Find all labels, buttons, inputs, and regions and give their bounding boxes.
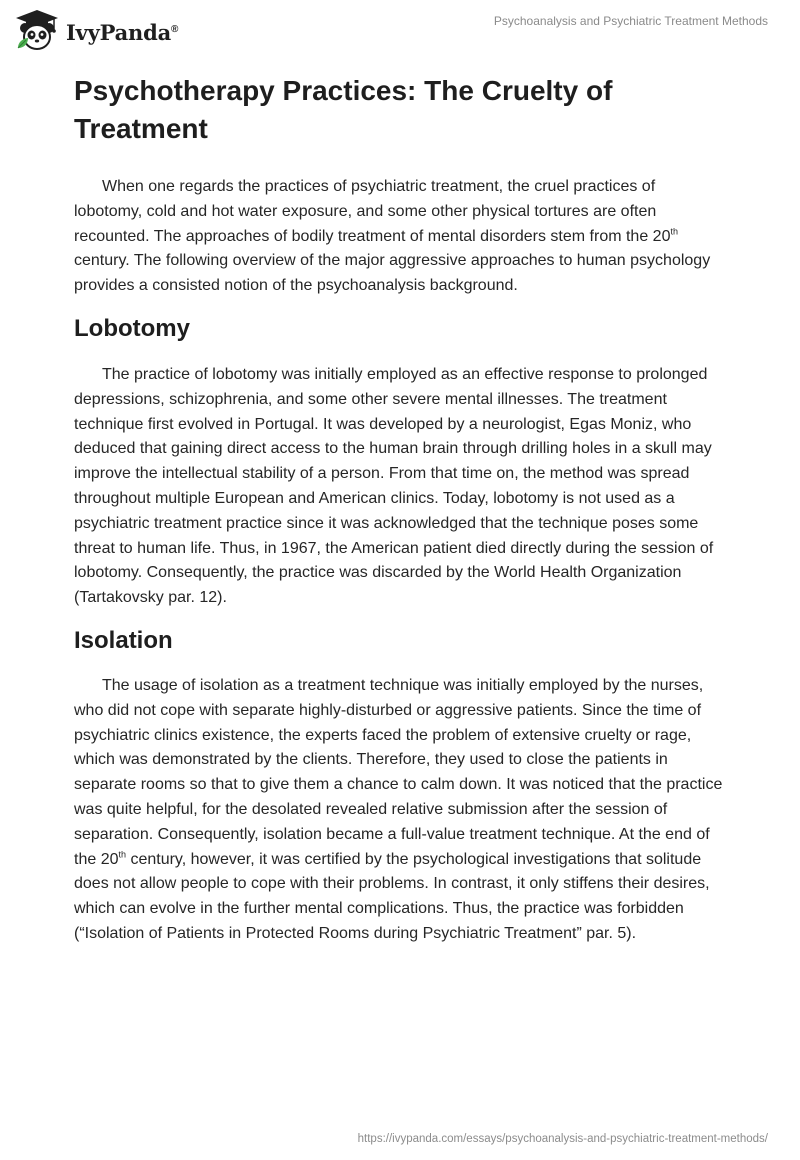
article-body xyxy=(74,72,724,947)
page-header xyxy=(0,0,800,60)
panda-icon xyxy=(14,8,60,57)
section-heading-lobotomy: Lobotomy xyxy=(74,314,190,342)
running-title: Psychoanalysis and Psychiatric Treatment Methods xyxy=(493,14,768,28)
article-title: Psychotherapy Practices: The Cruelty of Treatment xyxy=(74,75,613,144)
logo-wordmark: IvyPanda® xyxy=(66,20,179,45)
registered-mark: ® xyxy=(171,24,179,35)
ivypanda-logo[interactable] xyxy=(14,8,178,57)
intro-paragraph: When one regards the practices of psychiatric treatment, the cruel practices of lobotomy, cold and hot water exposure, and some other physical tortures are often recounted. The approaches of bodily treatment of mental disorders stem from the 20th century. The following overview of the major aggressive approaches to human psychology provides a consisted notion of the psychoanalysis background. xyxy=(74,178,711,295)
lobotomy-paragraph: The practice of lobotomy was initially employed as an effective response to prolonged depressions, schizophrenia, and some other severe mental illnesses. The treatment technique first evolved in Portugal. It was developed by a neurologist, Egas Moniz, who deduced that gaining direct access to the human brain through drilling holes in a skull may improve the intellectual stability of a person. From that time on, the method was spread throughout multiple European and American clinics. Today, lobotomy is not used as a psychiatric treatment practice since it was acknowledged that the technique poses some threat to human life. Thus, in 1967, the American patient died directly during the session of lobotomy. Consequently, the practice was discarded by the World Health Organization (Tartakovsky par. 12). xyxy=(74,365,714,607)
section-heading-isolation: Isolation xyxy=(74,626,173,654)
isolation-paragraph: The usage of isolation as a treatment technique was initially employed by the nurses, who did not cope with separate highly-disturbed or aggressive patients. Since the time of psychiatric clinics existence, the experts faced the problem of extensive cruelty or rage, which was demonstrated by the clients. Therefore, they used to close the patients in separate rooms so that to give them a chance to calm down. It was noticed that the practice was quite helpful, for the desolated revealed relative submission after the session of separation. Consequently, isolation became a full-value treatment technique. At the end of the 20th century, however, it was certified by the psychological investigations that solitude does not allow people to cope with their problems. In contrast, it only stiffens their desires, which can evolve in the further mental complications. Thus, the practice was forbidden (“Isolation of Patients in Protected Rooms during Psychiatric Treatment” par. 5). xyxy=(74,676,723,942)
source-url-link[interactable]: https://ivypanda.com/essays/psychoanalysis-and-psychiatric-treatment-methods/ xyxy=(357,1133,768,1145)
